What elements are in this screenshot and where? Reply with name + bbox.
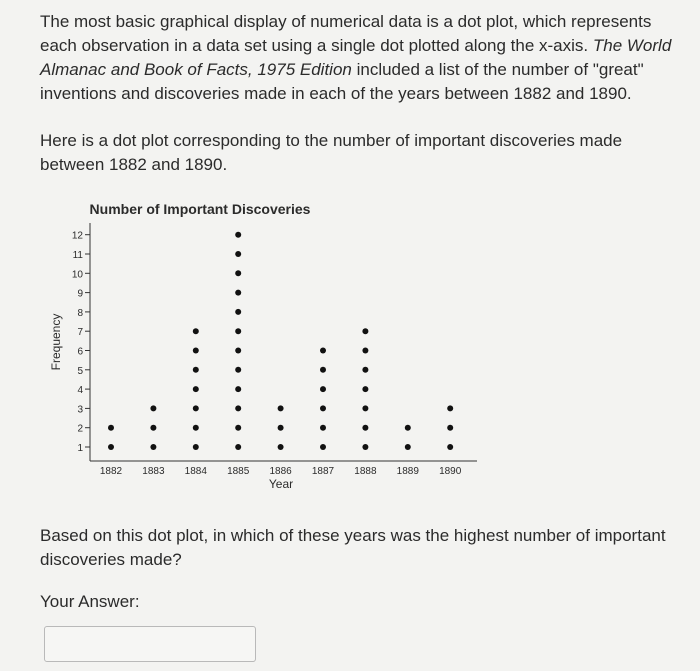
- dot-1888: [362, 328, 368, 334]
- dot-1884: [193, 386, 199, 392]
- x-ticks: [100, 466, 462, 477]
- dot-1888: [362, 425, 368, 431]
- dot-1885: [235, 328, 241, 334]
- y-ticks: [72, 231, 90, 454]
- dot-1885: [235, 348, 241, 354]
- x-tick-label: 1885: [227, 466, 250, 477]
- x-tick-label: 1886: [269, 466, 292, 477]
- y-tick-label: 4: [77, 385, 83, 397]
- dot-1885: [235, 425, 241, 431]
- dot-1888: [362, 367, 368, 373]
- dot-1884: [193, 328, 199, 334]
- lead-in-paragraph: Here is a dot plot corresponding to the number of important discoveries made between 1882 and 1890.: [40, 131, 623, 174]
- dot-1885: [235, 232, 241, 238]
- answer-input[interactable]: [44, 626, 256, 662]
- source-title: The World Almanac and Book of Facts, 1975 Edition: [40, 36, 672, 79]
- y-tick-label: 10: [71, 269, 83, 281]
- question-paragraph: Based on this dot plot, in which of these years was the highest number of important discoveries made?: [40, 526, 666, 569]
- chart-title: Number of Important Discoveries: [89, 201, 311, 217]
- dot-1887: [320, 405, 326, 411]
- y-tick-label: 8: [77, 307, 83, 319]
- dot-1888: [362, 444, 368, 450]
- y-tick-label: 2: [77, 423, 83, 435]
- dot-1890: [447, 444, 453, 450]
- dot-1884: [193, 444, 199, 450]
- dot-1885: [235, 367, 241, 373]
- dot-1889: [405, 444, 411, 450]
- y-tick-label: 7: [77, 327, 83, 339]
- intro-sentence-1: The most basic graphical display of numerical data is a dot plot, which represents each observation in a data set using a single dot plotted along the x-axis.: [40, 12, 652, 55]
- x-tick-label: 1884: [184, 466, 207, 477]
- dot-1884: [193, 425, 199, 431]
- dot-1883: [150, 405, 156, 411]
- answer-label: Your Answer:: [40, 592, 140, 611]
- dot-1884: [193, 348, 199, 354]
- dot-1885: [235, 251, 241, 257]
- y-tick-label: 12: [71, 230, 83, 242]
- intro-sentence-2: included a list of the number of "great" inventions and discoveries made in each of the years between 1882 and 1890.: [40, 60, 644, 103]
- dot-1886: [278, 444, 284, 450]
- dot-1885: [235, 290, 241, 296]
- y-tick-label: 9: [77, 288, 83, 300]
- x-tick-label: 1883: [142, 466, 165, 477]
- x-tick-label: 1882: [99, 466, 123, 477]
- dot-1884: [193, 405, 199, 411]
- dot-1886: [278, 405, 284, 411]
- dot-1887: [320, 386, 326, 392]
- dot-1888: [362, 386, 368, 392]
- y-tick-label: 1: [77, 443, 83, 454]
- dot-1883: [150, 444, 156, 450]
- dot-1885: [235, 386, 241, 392]
- x-tick-label: 1887: [311, 466, 335, 477]
- y-tick-label: 5: [77, 365, 83, 377]
- dot-1885: [235, 405, 241, 411]
- x-tick-label: 1888: [354, 466, 377, 477]
- y-axis-label: Frequency: [49, 313, 63, 371]
- x-tick-label: 1890: [439, 466, 462, 477]
- dot-1887: [320, 425, 326, 431]
- dot-1885: [235, 309, 241, 315]
- dot-1886: [278, 425, 284, 431]
- dot-1882: [108, 444, 114, 450]
- dot-1884: [193, 367, 199, 373]
- dot-1882: [108, 425, 114, 431]
- y-tick-label: 3: [77, 404, 83, 416]
- dot-1887: [320, 348, 326, 354]
- x-axis-label: Year: [268, 477, 294, 491]
- dot-1888: [362, 348, 368, 354]
- dot-1885: [235, 270, 241, 276]
- y-tick-label: 6: [77, 346, 83, 358]
- dot-1887: [320, 367, 326, 373]
- x-tick-label: 1889: [396, 466, 419, 477]
- y-tick-label: 11: [72, 250, 83, 261]
- dot-1885: [235, 444, 241, 450]
- dot-1887: [320, 444, 326, 450]
- dot-1890: [447, 425, 453, 431]
- dots: [108, 232, 453, 450]
- dot-1888: [362, 405, 368, 411]
- dot-1889: [405, 425, 411, 431]
- dot-1890: [447, 405, 453, 411]
- dot-1883: [150, 425, 156, 431]
